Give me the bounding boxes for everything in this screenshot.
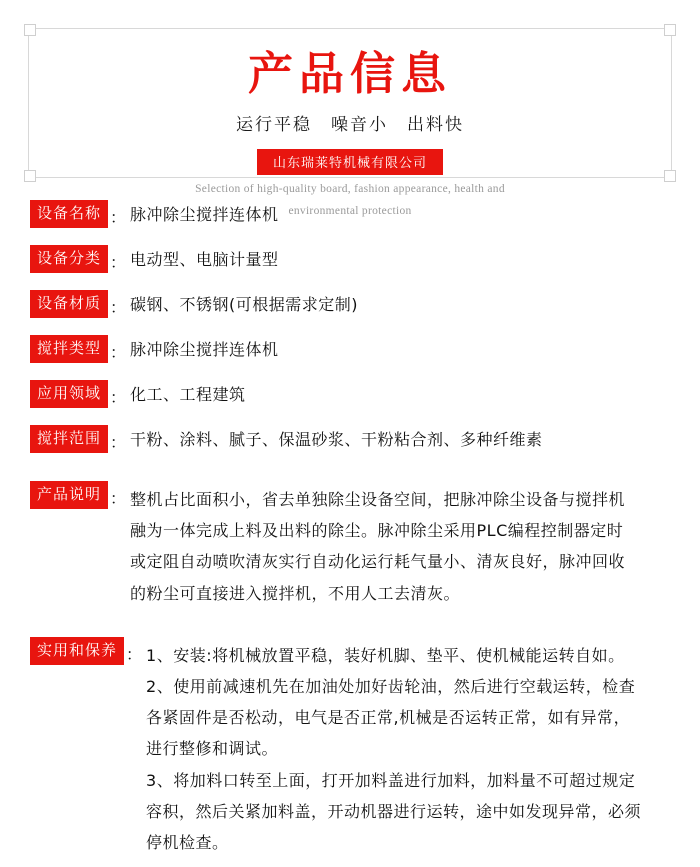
english-tagline-line1: Selection of high-quality board, fashion appearance, health and <box>195 183 505 195</box>
spec-value-mixing-range: 干粉、涂料、腻子、保温砂浆、干粉粘合剂、多种纤维素 <box>130 430 543 449</box>
spec-label-equipment-name: 设备名称 <box>30 200 108 228</box>
maintenance-line: 1、安装:将机械放置平稳，装好机脚、垫平、使机械能运转自如。 <box>146 645 625 665</box>
product-info-page <box>0 28 700 867</box>
spec-label-application-field: 应用领域 <box>30 380 108 408</box>
spec-row-mixing-range <box>30 425 670 453</box>
maintenance-line: 进行整修和调试。 <box>146 739 279 759</box>
corner-marker-top-left <box>24 24 36 36</box>
spec-row-maintenance <box>30 637 670 858</box>
spec-label-equipment-material: 设备材质 <box>30 290 108 318</box>
spec-row-application-field <box>30 380 670 408</box>
spec-colon: ： <box>110 343 127 362</box>
spec-list <box>30 200 670 858</box>
page-subtitle: 运行平稳 噪音小 出料快 <box>236 115 464 135</box>
spec-colon: ： <box>110 208 127 227</box>
corner-marker-bottom-right <box>664 170 676 182</box>
spec-value-equipment-category: 电动型、电脑计量型 <box>130 250 279 269</box>
spec-colon: ： <box>110 388 127 407</box>
spec-colon: ： <box>110 298 127 317</box>
maintenance-line: 2、使用前减速机先在加油处加好齿轮油，然后进行空载运转，检查 <box>146 676 636 696</box>
corner-marker-top-right <box>664 24 676 36</box>
maintenance-line: 3、将加料口转至上面，打开加料盖进行加料，加料量不可超过规定 <box>146 770 636 790</box>
spec-value-product-description <box>128 481 670 609</box>
spec-row-product-description <box>30 481 670 609</box>
spec-colon: ： <box>110 433 127 452</box>
spec-colon: ： <box>110 253 127 272</box>
page-title: 产品信息 <box>247 47 452 100</box>
spec-row-mixing-type <box>30 335 670 363</box>
spec-label-mixing-range: 搅拌范围 <box>30 425 108 453</box>
maintenance-line: 容积，然后关紧加料盖，开动机器进行运转，途中如发现异常，必须 <box>146 801 642 821</box>
spec-label-maintenance: 实用和保养 <box>30 637 124 665</box>
company-name-badge: 山东瑞莱特机械有限公司 <box>257 149 443 175</box>
spec-colon: ： <box>110 489 127 508</box>
spec-value-equipment-name: 脉冲除尘搅拌连体机 <box>130 205 279 224</box>
spec-row-equipment-category <box>30 245 670 273</box>
spec-row-equipment-material <box>30 290 670 318</box>
spec-value-equipment-material: 碳钢、不锈钢(可根据需求定制) <box>130 295 359 314</box>
description-line: 的粉尘可直接进入搅拌机，不用人工去清灰。 <box>130 583 461 603</box>
description-line: 整机占比面积小，省去单独除尘设备空间，把脉冲除尘设备与搅拌机 <box>130 490 626 509</box>
english-tagline-line2: environmental protection <box>288 205 412 218</box>
spec-label-mixing-type: 搅拌类型 <box>30 335 108 363</box>
maintenance-line: 各紧固件是否松动，电气是否正常,机械是否运转正常，如有异常， <box>146 708 631 728</box>
spec-colon: ： <box>126 644 143 664</box>
spec-value-application-field: 化工、工程建筑 <box>130 385 246 404</box>
spec-label-product-description: 产品说明 <box>30 481 108 509</box>
description-line: 或定阻自动喷吹清灰实行自动化运行耗气量小、清灰良好，脉冲回收 <box>130 552 626 572</box>
corner-marker-bottom-left <box>24 170 36 182</box>
spec-label-equipment-category: 设备分类 <box>30 245 108 273</box>
spec-value-mixing-type: 脉冲除尘搅拌连体机 <box>130 340 279 359</box>
spec-value-maintenance <box>144 637 670 858</box>
description-line: 融为一体完成上料及出料的除尘。脉冲除尘采用PLC编程控制器定时 <box>130 521 624 541</box>
maintenance-line: 停机检查。 <box>146 832 229 852</box>
